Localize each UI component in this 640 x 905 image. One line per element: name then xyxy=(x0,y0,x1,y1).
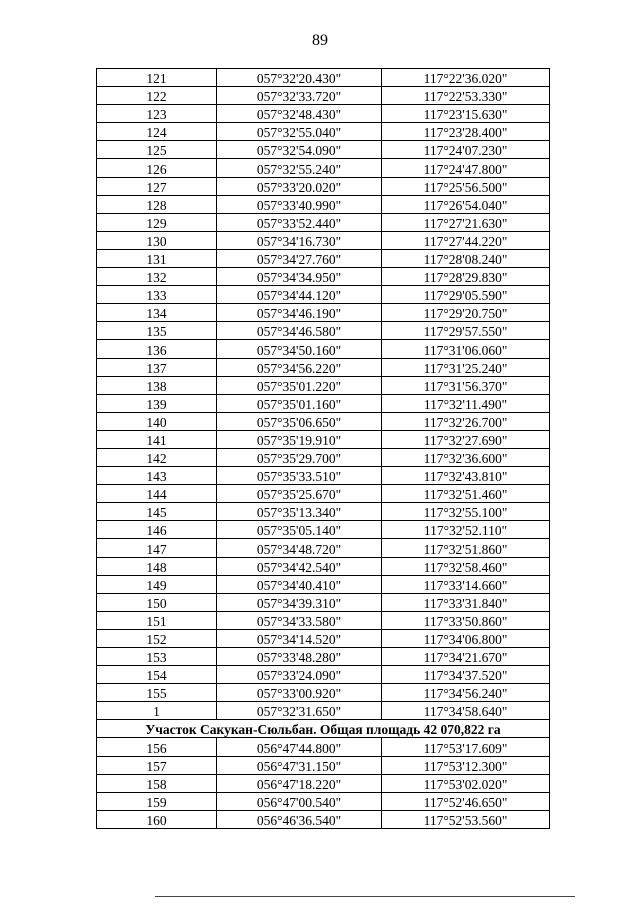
point-number-cell: 132 xyxy=(97,268,217,286)
longitude-cell: 117°33'31.840" xyxy=(382,593,550,611)
latitude-cell: 057°33'52.440" xyxy=(217,213,382,231)
latitude-cell: 057°34'44.120" xyxy=(217,286,382,304)
longitude-cell: 117°28'29.830" xyxy=(382,268,550,286)
longitude-cell: 117°34'21.670" xyxy=(382,648,550,666)
latitude-cell: 057°32'33.720" xyxy=(217,87,382,105)
latitude-cell: 057°34'40.410" xyxy=(217,575,382,593)
table-row xyxy=(97,340,550,358)
point-number-cell: 135 xyxy=(97,322,217,340)
table-row xyxy=(97,231,550,249)
table-row xyxy=(97,123,550,141)
point-number-cell: 150 xyxy=(97,593,217,611)
longitude-cell: 117°25'56.500" xyxy=(382,177,550,195)
table-row xyxy=(97,87,550,105)
longitude-cell: 117°32'26.700" xyxy=(382,412,550,430)
longitude-cell: 117°33'14.660" xyxy=(382,575,550,593)
latitude-cell: 057°32'20.430" xyxy=(217,69,382,87)
longitude-cell: 117°22'36.020" xyxy=(382,69,550,87)
longitude-cell: 117°32'27.690" xyxy=(382,430,550,448)
table-row xyxy=(97,521,550,539)
table-row xyxy=(97,774,550,792)
longitude-cell: 117°53'12.300" xyxy=(382,756,550,774)
point-number-cell: 159 xyxy=(97,792,217,810)
latitude-cell: 057°34'34.950" xyxy=(217,268,382,286)
table-row xyxy=(97,412,550,430)
latitude-cell: 057°35'05.140" xyxy=(217,521,382,539)
longitude-cell: 117°24'07.230" xyxy=(382,141,550,159)
longitude-cell: 117°23'28.400" xyxy=(382,123,550,141)
latitude-cell: 057°34'48.720" xyxy=(217,539,382,557)
point-number-cell: 138 xyxy=(97,376,217,394)
table-row xyxy=(97,376,550,394)
table-row xyxy=(97,756,550,774)
latitude-cell: 057°33'24.090" xyxy=(217,666,382,684)
latitude-cell: 057°34'14.520" xyxy=(217,629,382,647)
page-number: 89 xyxy=(312,32,328,49)
longitude-cell: 117°23'15.630" xyxy=(382,105,550,123)
latitude-cell: 057°34'46.190" xyxy=(217,304,382,322)
table-row xyxy=(97,394,550,412)
latitude-cell: 057°32'55.040" xyxy=(217,123,382,141)
table-row xyxy=(97,611,550,629)
point-number-cell: 134 xyxy=(97,304,217,322)
point-number-cell: 124 xyxy=(97,123,217,141)
table-row xyxy=(97,629,550,647)
table-row xyxy=(97,648,550,666)
longitude-cell: 117°52'53.560" xyxy=(382,810,550,828)
point-number-cell: 122 xyxy=(97,87,217,105)
latitude-cell: 057°35'19.910" xyxy=(217,430,382,448)
table-row xyxy=(97,485,550,503)
point-number-cell: 127 xyxy=(97,177,217,195)
longitude-cell: 117°34'37.520" xyxy=(382,666,550,684)
table-row xyxy=(97,177,550,195)
table-row xyxy=(97,159,550,177)
longitude-cell: 117°31'06.060" xyxy=(382,340,550,358)
longitude-cell: 117°27'44.220" xyxy=(382,231,550,249)
latitude-cell: 057°35'25.670" xyxy=(217,485,382,503)
table-row xyxy=(97,322,550,340)
latitude-cell: 056°47'00.540" xyxy=(217,792,382,810)
table-row xyxy=(97,666,550,684)
longitude-cell: 117°53'02.020" xyxy=(382,774,550,792)
table-row xyxy=(97,738,550,756)
table-row xyxy=(97,810,550,828)
latitude-cell: 056°46'36.540" xyxy=(217,810,382,828)
table-row xyxy=(97,304,550,322)
point-number-cell: 129 xyxy=(97,213,217,231)
table-row xyxy=(97,213,550,231)
point-number-cell: 141 xyxy=(97,430,217,448)
latitude-cell: 057°35'29.700" xyxy=(217,448,382,466)
point-number-cell: 143 xyxy=(97,467,217,485)
point-number-cell: 160 xyxy=(97,810,217,828)
point-number-cell: 147 xyxy=(97,539,217,557)
point-number-cell: 128 xyxy=(97,195,217,213)
point-number-cell: 144 xyxy=(97,485,217,503)
section-row xyxy=(97,720,550,738)
latitude-cell: 056°47'44.800" xyxy=(217,738,382,756)
table-row xyxy=(97,141,550,159)
table-row xyxy=(97,286,550,304)
table-row xyxy=(97,503,550,521)
point-number-cell: 151 xyxy=(97,611,217,629)
point-number-cell: 145 xyxy=(97,503,217,521)
point-number-cell: 133 xyxy=(97,286,217,304)
latitude-cell: 057°34'50.160" xyxy=(217,340,382,358)
point-number-cell: 142 xyxy=(97,448,217,466)
coordinates-table xyxy=(96,68,550,829)
point-number-cell: 155 xyxy=(97,684,217,702)
longitude-cell: 117°31'25.240" xyxy=(382,358,550,376)
table-row xyxy=(97,448,550,466)
table-row xyxy=(97,792,550,810)
point-number-cell: 131 xyxy=(97,249,217,267)
longitude-cell: 117°32'51.460" xyxy=(382,485,550,503)
bottom-scan-line xyxy=(155,896,575,897)
point-number-cell: 140 xyxy=(97,412,217,430)
latitude-cell: 057°33'48.280" xyxy=(217,648,382,666)
longitude-cell: 117°32'58.460" xyxy=(382,557,550,575)
table-row xyxy=(97,268,550,286)
section-header-body xyxy=(97,720,550,738)
table-row xyxy=(97,249,550,267)
point-number-cell: 137 xyxy=(97,358,217,376)
table-row xyxy=(97,684,550,702)
longitude-cell: 117°29'20.750" xyxy=(382,304,550,322)
latitude-cell: 057°33'00.920" xyxy=(217,684,382,702)
point-number-cell: 1 xyxy=(97,702,217,720)
longitude-cell: 117°34'56.240" xyxy=(382,684,550,702)
point-number-cell: 130 xyxy=(97,231,217,249)
point-number-cell: 125 xyxy=(97,141,217,159)
longitude-cell: 117°32'51.860" xyxy=(382,539,550,557)
longitude-cell: 117°28'08.240" xyxy=(382,249,550,267)
point-number-cell: 123 xyxy=(97,105,217,123)
table-row xyxy=(97,195,550,213)
table-row xyxy=(97,593,550,611)
latitude-cell: 057°32'31.650" xyxy=(217,702,382,720)
longitude-cell: 117°24'47.800" xyxy=(382,159,550,177)
latitude-cell: 057°35'01.160" xyxy=(217,394,382,412)
point-number-cell: 126 xyxy=(97,159,217,177)
longitude-cell: 117°31'56.370" xyxy=(382,376,550,394)
point-number-cell: 146 xyxy=(97,521,217,539)
longitude-cell: 117°32'55.100" xyxy=(382,503,550,521)
longitude-cell: 117°32'52.110" xyxy=(382,521,550,539)
point-number-cell: 156 xyxy=(97,738,217,756)
longitude-cell: 117°32'43.810" xyxy=(382,467,550,485)
longitude-cell: 117°22'53.330" xyxy=(382,87,550,105)
latitude-cell: 056°47'31.150" xyxy=(217,756,382,774)
latitude-cell: 057°35'01.220" xyxy=(217,376,382,394)
section-title: Участок Сакукан-Сюльбан. Общая площадь 42 070,822 га xyxy=(97,720,550,738)
latitude-cell: 057°35'13.340" xyxy=(217,503,382,521)
table-body-part1 xyxy=(97,69,550,720)
point-number-cell: 154 xyxy=(97,666,217,684)
longitude-cell: 117°27'21.630" xyxy=(382,213,550,231)
latitude-cell: 057°34'33.580" xyxy=(217,611,382,629)
point-number-cell: 139 xyxy=(97,394,217,412)
point-number-cell: 158 xyxy=(97,774,217,792)
latitude-cell: 057°33'40.990" xyxy=(217,195,382,213)
longitude-cell: 117°32'36.600" xyxy=(382,448,550,466)
longitude-cell: 117°52'46.650" xyxy=(382,792,550,810)
table-row xyxy=(97,430,550,448)
point-number-cell: 153 xyxy=(97,648,217,666)
longitude-cell: 117°34'06.800" xyxy=(382,629,550,647)
point-number-cell: 121 xyxy=(97,69,217,87)
point-number-cell: 152 xyxy=(97,629,217,647)
point-number-cell: 148 xyxy=(97,557,217,575)
latitude-cell: 057°33'20.020" xyxy=(217,177,382,195)
latitude-cell: 057°34'56.220" xyxy=(217,358,382,376)
latitude-cell: 057°34'46.580" xyxy=(217,322,382,340)
table-row xyxy=(97,575,550,593)
latitude-cell: 057°34'39.310" xyxy=(217,593,382,611)
point-number-cell: 136 xyxy=(97,340,217,358)
point-number-cell: 157 xyxy=(97,756,217,774)
table-row xyxy=(97,467,550,485)
latitude-cell: 057°32'54.090" xyxy=(217,141,382,159)
table-row xyxy=(97,105,550,123)
table-body-part2 xyxy=(97,738,550,828)
longitude-cell: 117°29'57.550" xyxy=(382,322,550,340)
latitude-cell: 057°32'55.240" xyxy=(217,159,382,177)
latitude-cell: 057°34'27.760" xyxy=(217,249,382,267)
longitude-cell: 117°29'05.590" xyxy=(382,286,550,304)
table-row xyxy=(97,539,550,557)
longitude-cell: 117°33'50.860" xyxy=(382,611,550,629)
latitude-cell: 056°47'18.220" xyxy=(217,774,382,792)
longitude-cell: 117°32'11.490" xyxy=(382,394,550,412)
table-row xyxy=(97,702,550,720)
table-row xyxy=(97,69,550,87)
latitude-cell: 057°35'33.510" xyxy=(217,467,382,485)
latitude-cell: 057°34'42.540" xyxy=(217,557,382,575)
longitude-cell: 117°53'17.609" xyxy=(382,738,550,756)
longitude-cell: 117°26'54.040" xyxy=(382,195,550,213)
point-number-cell: 149 xyxy=(97,575,217,593)
latitude-cell: 057°32'48.430" xyxy=(217,105,382,123)
latitude-cell: 057°35'06.650" xyxy=(217,412,382,430)
latitude-cell: 057°34'16.730" xyxy=(217,231,382,249)
longitude-cell: 117°34'58.640" xyxy=(382,702,550,720)
table-row xyxy=(97,557,550,575)
table-row xyxy=(97,358,550,376)
